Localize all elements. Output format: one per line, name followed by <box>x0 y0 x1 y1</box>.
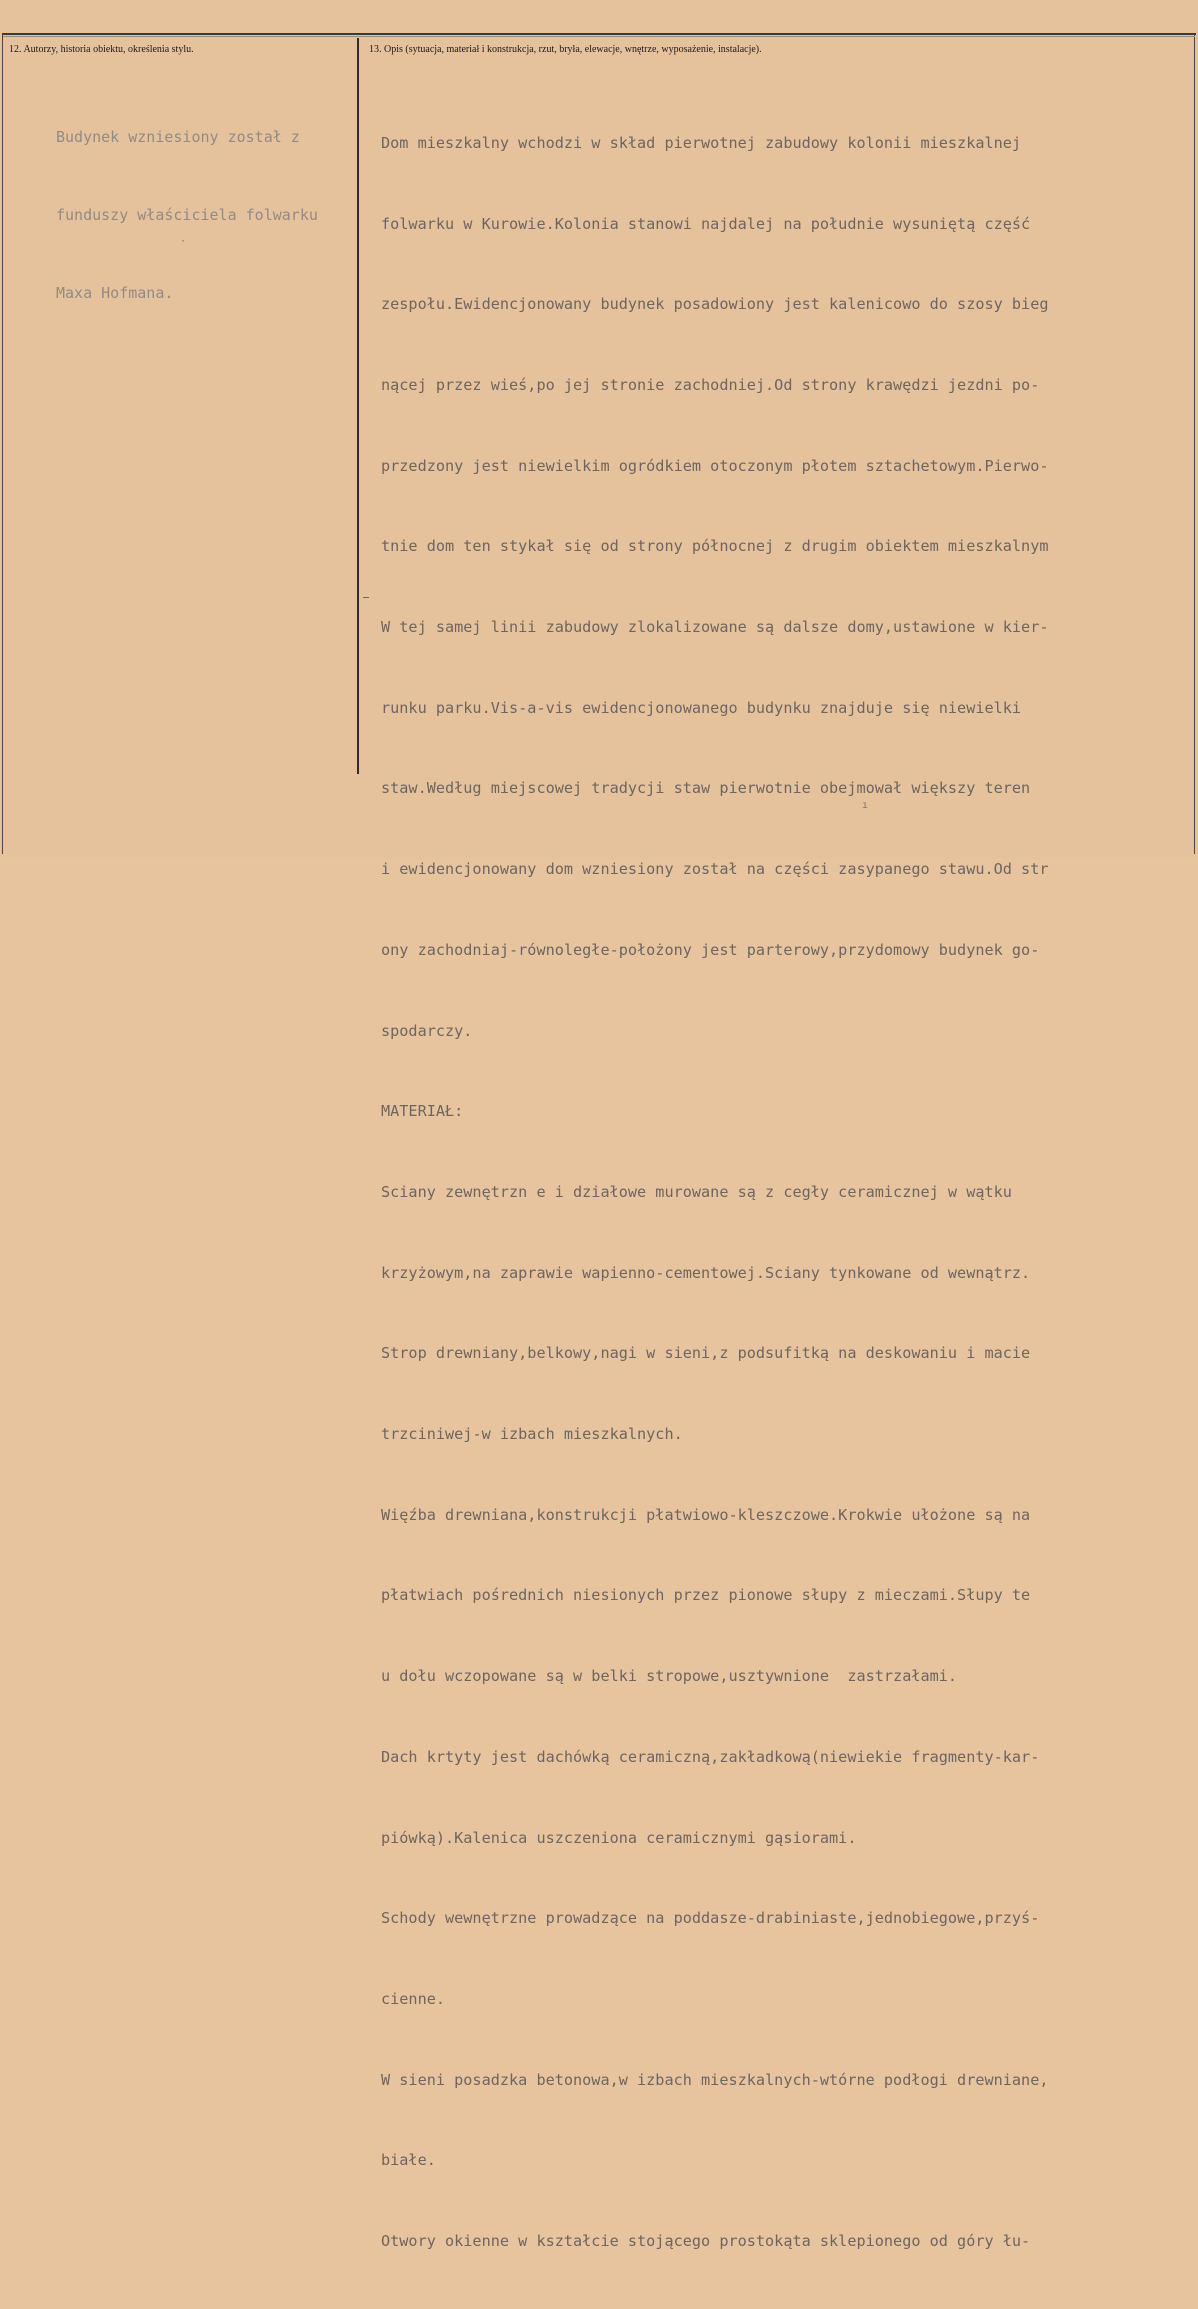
top-border <box>2 33 1196 35</box>
text-line: runku parku.Vis-a-vis ewidencjonowanego budynku znajduje się niewielki <box>381 698 1022 717</box>
text-line: nącej przez wieś,po jej stronie zachodniej.Od strony krawędzi jezdni po- <box>381 375 1040 394</box>
text-line: funduszy właściciela folwarku <box>56 206 318 224</box>
text-line: płatwiach pośrednich niesionych przez pionowe słupy z mieczami.Słupy te <box>381 1586 1031 1605</box>
text-line: zespołu.Ewidencjonowany budynek posadowiony jest kalenicowo do szosy bieg <box>381 295 1049 314</box>
header-rule <box>3 36 1195 37</box>
ink-speck: · <box>180 236 187 247</box>
ink-speck: ı <box>862 800 869 811</box>
text-line: Maxa Hofmana. <box>56 284 174 302</box>
left-border <box>2 34 3 854</box>
text-line: Dach krtyty jest dachówką ceramiczną,zakładkową(niewiekie fragmenty-kar- <box>381 1747 1040 1766</box>
right-border <box>1194 34 1195 854</box>
text-line: trzciniwej-w izbach mieszkalnych. <box>381 1425 683 1444</box>
text-line: białe. <box>381 2151 436 2170</box>
text-line: Schody wewnętrzne prowadzące na poddasze-drabiniaste,jednobiegowe,przyś- <box>381 1909 1040 1928</box>
text-line: Budynek wzniesiony został z <box>56 128 300 146</box>
text-line: i ewidencjonowany dom wzniesiony został na części zasypanego stawu.Od str <box>381 860 1049 879</box>
text-line: Więźba drewniana,konstrukcji płatwiowo-kleszczowe.Krokwie ułożone są na <box>381 1505 1031 1524</box>
text-line: Otwory okienne w kształcie stojącego prostokąta sklepionego od góry łu- <box>381 2232 1031 2251</box>
text-line: ony zachodniaj-równoległe-położony jest parterowy,przydomowy budynek go- <box>381 940 1040 959</box>
text-line: folwarku w Kurowie.Kolonia stanowi najdalej na południe wysuniętą część <box>381 214 1031 233</box>
section-13-header: 13. Opis (sytuacja, materiał i konstrukcja, rzut, bryła, elewacje, wnętrze, wyposażenie, instalacje). <box>369 44 762 55</box>
authors-history-text <box>56 72 356 358</box>
text-line: przedzony jest niewielkim ogródkiem otoczonym płotem sztachetowym.Pierwo- <box>381 456 1049 475</box>
text-line: krzyżowym,na zaprawie wapienno-cementowej.Sciany tynkowane od wewnątrz. <box>381 1263 1031 1282</box>
margin-tick-mark <box>363 597 369 598</box>
text-line: piówką).Kalenica uszczeniona ceramicznymi gąsiorami. <box>381 1828 857 1847</box>
section-12-header: 12. Autorzy, historia obiektu, określenia stylu. <box>9 44 194 55</box>
text-line: W tej samej linii zabudowy zlokalizowane są dalsze domy,ustawione w kier- <box>381 618 1049 637</box>
text-line: cienne. <box>381 1989 446 2008</box>
text-line: Sciany zewnętrzn e i działowe murowane są z cegły ceramicznej w wątku <box>381 1182 1012 1201</box>
text-line: Dom mieszkalny wchodzi w skład pierwotnej zabudowy kolonii mieszkalnej <box>381 133 1022 152</box>
text-line: staw.Według miejscowej tradycji staw pierwotnie obejmował większy teren <box>381 779 1031 798</box>
text-line: W sieni posadzka betonowa,w izbach mieszkalnych-wtórne podłogi drewniane, <box>381 2070 1049 2089</box>
text-line: tnie dom ten stykał się od strony północnej z drugim obiektem mieszkalnym <box>381 537 1049 556</box>
text-line: u dołu wczopowane są w belki stropowe,usztywnione zastrzałami. <box>381 1667 958 1686</box>
description-text <box>381 76 1181 2309</box>
text-line: spodarczy. <box>381 1021 473 1040</box>
text-line: Strop drewniany,belkowy,nagi w sieni,z podsufitką na deskowaniu i macie <box>381 1344 1031 1363</box>
column-divider <box>357 38 359 774</box>
material-heading: MATERIAŁ: <box>381 1102 464 1121</box>
